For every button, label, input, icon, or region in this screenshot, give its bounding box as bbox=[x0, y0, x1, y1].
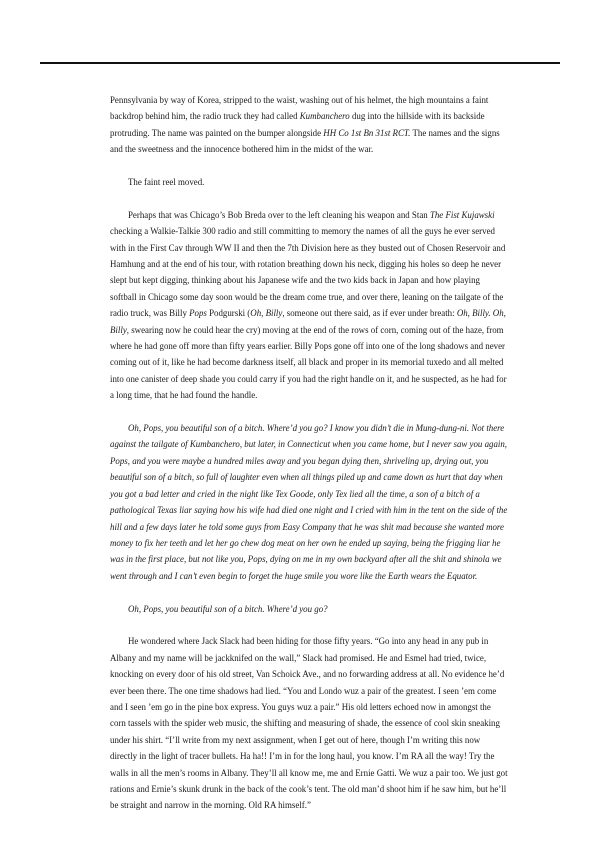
text-run: The faint reel moved. bbox=[128, 177, 205, 188]
text-run-italic: Oh, Pops, you beautiful son of a bitch. Where’d you go? bbox=[128, 603, 328, 614]
text-run-italic: Oh, Pops, you beautiful son of a bitch. Where’d you go? I know you didn’t die in Mung-dung-ni. Not there against the tailgate of Kumbanchero, but later, in Connecticut when you came home, but I never saw you again, Pops, and you were maybe a hundred miles away and you began dying then, shriveling up, drying out, you beautiful son of a bitch, so full of laughter even when all things piled up and came down as hurt that day when you got a bad letter and cried in the night like Tex Goode, only Tex lied all the time, a son of a bitch of a pathological Texas liar saying how his wife had died one night and I cried with him in the tent on the side of the hill and a few days later he told some guys from Easy Company that he was shit mad because she wanted more money to fix her teeth and let her go chew dog meat on her own he ended up saying, being the frigging liar he was in the first place, but not like you, Pops, dying on me in my own backyard after all the shit and shinola we went through and I can’t even begin to forget the huge smile you wore like the Earth wears the Equator. bbox=[110, 423, 508, 581]
text-run-italic: Oh, Billy bbox=[250, 308, 283, 319]
paragraph bbox=[110, 633, 508, 813]
text-run: , swearing now he could hear the cry) moving at the end of the rows of corn, coming out of the haze, from where he had gone off more than fifty years earlier. Billy Pops gone off into one of the long shadows and never coming out of it, like he had become darkness itself, all black and proper in its memorial tuxedo and all melted into one canister of deep shade you could carry if you had the right handle on it, and he suspected, as he had for a long time, that he had found the handle. bbox=[110, 324, 507, 401]
text-run: Pennsylvania by way of Korea, stripped to the waist, washing out of his helmet, the high mountains a faint backdrop behind him, the radio truck they had called bbox=[110, 95, 489, 122]
paragraph bbox=[110, 174, 508, 190]
paragraph bbox=[110, 92, 508, 158]
paragraph bbox=[110, 207, 508, 404]
paragraph bbox=[110, 601, 508, 617]
text-run: The names and the signs and the sweetness and the innocence bothered him in the midst of the war. bbox=[110, 127, 500, 155]
text-run: dug into the hillside with its backside protruding. The name was painted on the bumper alongside bbox=[110, 111, 485, 138]
text-run: Podgurski ( bbox=[206, 308, 251, 319]
text-run-italic: Oh, Billy. Oh, Billy bbox=[110, 308, 506, 335]
page-body bbox=[110, 92, 508, 830]
text-run-italic: Pops bbox=[189, 308, 207, 319]
text-run: , someone out there said, as if ever under breath: bbox=[282, 308, 457, 319]
text-run: checking a Walkie-Talkie 300 radio and still committing to memory the names of all the guys he ever served with in the First Cav through WW II and then the 7th Division here as they busted out of Chosen Reservoir and Hamhung and at the end of his tour, with rotation breathing down his neck, digging his holes so deep he never slept but kept digging, thinking about his Japanese wife and the two kids back in Japan and how playing softball in Chicago some day soon would be the dream come true, and over there, leaning on the tailgate of the radio truck, was Billy bbox=[110, 226, 506, 319]
paragraph bbox=[110, 420, 508, 584]
text-run-italic: Kumbanchero bbox=[299, 111, 350, 122]
text-run: Perhaps that was Chicago’s Bob Breda over to the left cleaning his weapon and Stan bbox=[128, 209, 430, 220]
text-run-italic: HH Co 1st Bn 31st RCT. bbox=[323, 127, 411, 138]
header-rule bbox=[40, 62, 560, 64]
text-run: He wondered where Jack Slack had been hiding for those fifty years. “Go into any head in any pub in Albany and my name will be jackknifed on the wall,” Slack had promised. He and Esmel had tried, twice, knocking on every door of his old street, Van Schoick Ave., and no forwarding address at all. No evidence he’d ever been there. The one time shadows had lied. “You and Londo wuz a pair of the greatest. I seen ’em come and I seen ’em go in the pine box express. You guys wuz a pair.” His old letters echoed now in amongst the corn tassels with the spider web music, the shifting and measuring of shade, the essence of cool skin sneaking under his shirt. “I’ll write from my next assignment, when I get out of here, though I’m writing this now directly in the light of tracer bullets. Ha ha!! I’m in for the long haul, you know. I’m RA all the way! Try the walls in all the men’s rooms in Albany. They’ll all know me, me and Ernie Gatti. We wuz a pair too. We just got rations and Ernie’s skunk drunk in the back of the cook’s tent. The old man’d shoot him if he saw him, but he’ll be straight and narrow in the morning. Old RA himself.” bbox=[110, 636, 508, 811]
text-run-italic: The Fist Kujawski bbox=[429, 209, 495, 220]
